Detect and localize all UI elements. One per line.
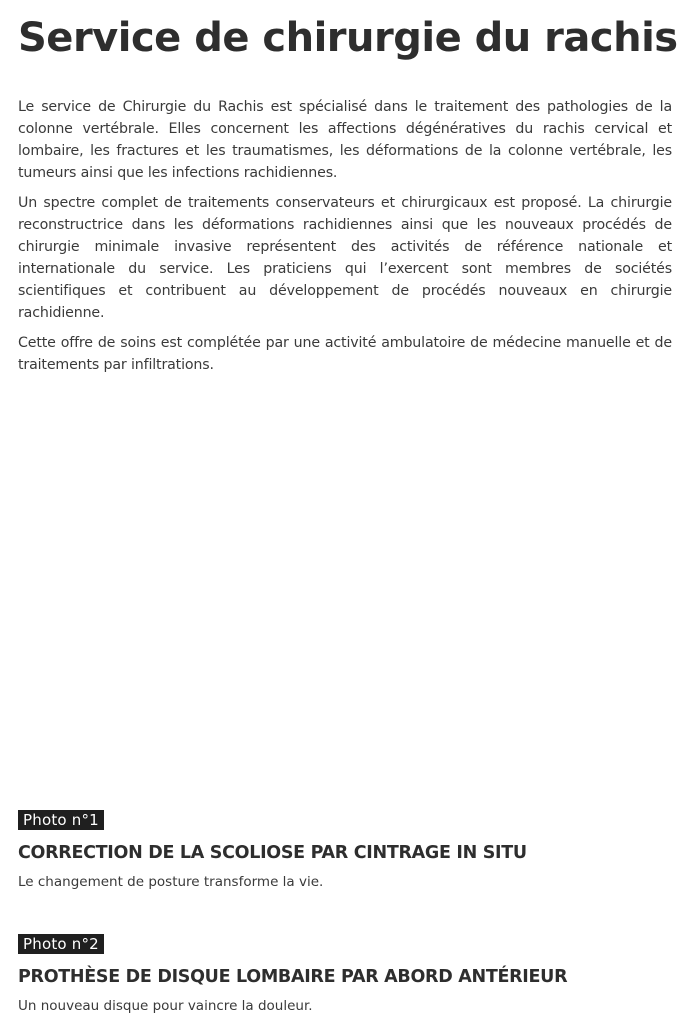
intro-paragraph-3: Cette offre de soins est complétée par une activité ambulatoire de médecine manuelle et de traitements par infiltrations. [18, 335, 672, 373]
photo-title-2: PROTHÈSE DE DISQUE LOMBAIRE PAR ABORD ANTÉRIEUR [18, 967, 568, 987]
photo-subtitle-2: Un nouveau disque pour vaincre la douleur. [18, 998, 313, 1014]
intro-paragraph-1: Le service de Chirurgie du Rachis est spécialisé dans le traitement des pathologies de la colonne vertébrale. Elles concernent les affections dégénératives du rachis cervical et lombaire, les fractures et les traumatismes, les déformations de la colonne vertébrale, les tumeurs ainsi que les infections rachidiennes. [18, 99, 672, 181]
photo-badge-1: Photo n°1 [18, 810, 104, 830]
intro-paragraph-2: Un spectre complet de traitements conservateurs et chirurgicaux est proposé. La chirurgie reconstructrice dans les déformations rachidiennes ainsi que les nouveaux procédés de chirurgie minimale invasive représentent des activités de référence nationale et internationale du service. Les praticiens qui l’exercent sont membres de sociétés scientifiques et contribuent au développement de procédés nouveaux en chirurgie rachidienne. [18, 195, 672, 321]
photo-caption-1 [18, 810, 672, 892]
page-title: Service de chirurgie du rachis [18, 15, 678, 61]
photo-badge-2: Photo n°2 [18, 934, 104, 954]
photo-title-1: CORRECTION DE LA SCOLIOSE PAR CINTRAGE IN SITU [18, 843, 527, 863]
photo-caption-2 [18, 934, 672, 1016]
intro-text [18, 96, 672, 384]
photo-subtitle-1: Le changement de posture transforme la vie. [18, 874, 324, 890]
